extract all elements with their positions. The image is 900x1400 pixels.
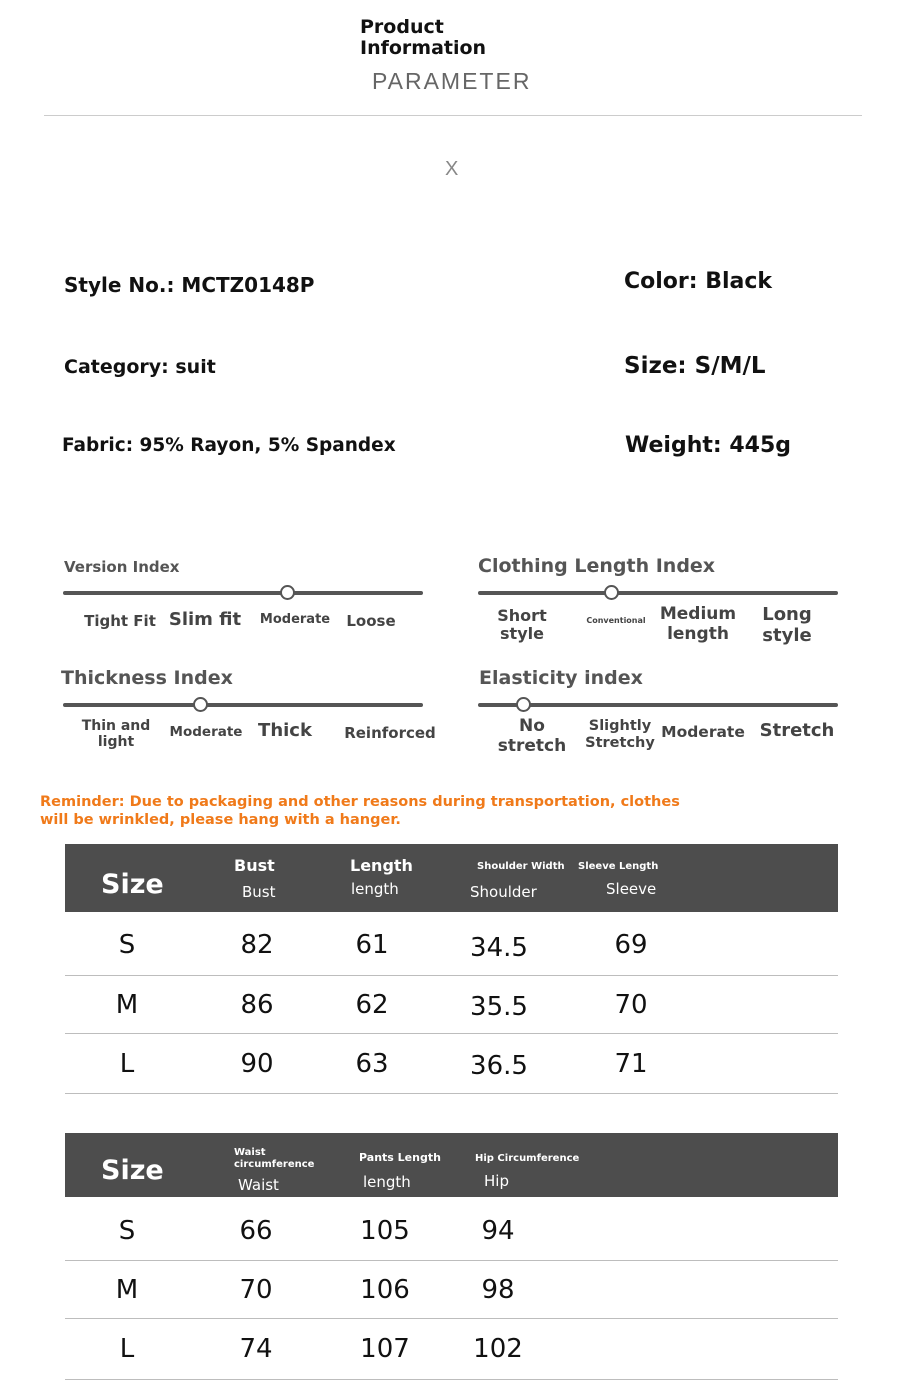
- length-option: Conventional: [586, 616, 646, 625]
- thickness-index-knob[interactable]: [193, 697, 208, 712]
- top-table-cell: 70: [614, 990, 648, 1020]
- top-table-cell: 86: [240, 990, 274, 1020]
- table-row-divider: [65, 1033, 838, 1034]
- top-table-cell: 63: [355, 1049, 389, 1079]
- top-table-size-label: Size: [101, 869, 164, 900]
- length-option: Long style: [762, 604, 812, 646]
- version-option: Slim fit: [168, 609, 242, 630]
- bottom-table-cell: 66: [239, 1216, 273, 1246]
- header-divider: [44, 115, 862, 116]
- bottom-table-cell: 105: [360, 1216, 410, 1246]
- color: Color: Black: [624, 269, 773, 294]
- bottom-table-header-sub: length: [363, 1173, 411, 1191]
- top-table-header-main: Length: [350, 856, 413, 875]
- thickness-index-title: Thickness Index: [61, 667, 233, 689]
- size: Size: S/M/L: [624, 353, 766, 379]
- close-icon[interactable]: X: [445, 158, 459, 180]
- top-table-cell: 69: [614, 930, 648, 960]
- bottom-table-cell: 107: [360, 1334, 410, 1364]
- top-table-cell: 62: [355, 990, 389, 1020]
- category: Category: suit: [64, 356, 216, 378]
- top-table-header-main: Bust: [234, 856, 275, 875]
- top-table-cell: 34.5: [470, 933, 528, 963]
- page-subtitle: PARAMETER: [372, 68, 532, 94]
- top-table-header-main: Sleeve Length: [578, 861, 659, 872]
- bottom-table-header: [65, 1133, 838, 1197]
- top-table-cell: L: [119, 1049, 135, 1079]
- top-table-cell: 90: [240, 1049, 274, 1079]
- bottom-table-cell: 102: [473, 1334, 523, 1364]
- top-table-header-sub: length: [351, 880, 399, 898]
- bottom-table-cell: S: [118, 1216, 136, 1246]
- length-index-title: Clothing Length Index: [478, 555, 716, 577]
- elasticity-index-title: Elasticity index: [479, 667, 643, 689]
- length-option: Medium length: [659, 604, 737, 644]
- thickness-option: Thick: [258, 720, 312, 741]
- table-row-divider: [65, 1379, 838, 1380]
- bottom-table-cell: L: [119, 1334, 135, 1364]
- top-table-cell: 61: [355, 930, 389, 960]
- thickness-index-track: [63, 703, 423, 707]
- thickness-option: Moderate: [169, 724, 243, 740]
- table-row-divider: [65, 975, 838, 976]
- bottom-table-header-main: Hip Circumference: [475, 1153, 580, 1164]
- page-title: Product Information: [360, 16, 487, 59]
- top-table-header-sub: Shoulder: [470, 883, 537, 901]
- elasticity-option: Moderate: [661, 723, 745, 741]
- top-table-header-sub: Bust: [242, 883, 276, 901]
- table-row-divider: [65, 1093, 838, 1094]
- elasticity-option: Stretch: [759, 720, 835, 741]
- bottom-table-header-sub: Waist: [238, 1176, 279, 1194]
- bottom-table-cell: 98: [481, 1275, 515, 1305]
- thickness-option: Thin and light: [81, 718, 151, 751]
- style-number: Style No.: MCTZ0148P: [64, 273, 315, 297]
- elasticity-option: No stretch: [497, 716, 567, 756]
- bottom-table-cell: 74: [239, 1334, 273, 1364]
- version-option: Loose: [346, 612, 396, 630]
- table-row-divider: [65, 1260, 838, 1261]
- bottom-table-cell: 106: [360, 1275, 410, 1305]
- length-index-knob[interactable]: [604, 585, 619, 600]
- top-table-cell: M: [115, 990, 139, 1020]
- top-table-cell: 36.5: [470, 1051, 528, 1081]
- weight: Weight: 445g: [625, 433, 791, 458]
- top-table-cell: S: [118, 930, 136, 960]
- version-index-track: [63, 591, 423, 595]
- bottom-table-header-main: Pants Length: [359, 1151, 441, 1164]
- elasticity-option: Slightly Stretchy: [585, 718, 655, 751]
- top-table-cell: 71: [614, 1049, 648, 1079]
- bottom-table-header-sub: Hip: [484, 1172, 509, 1190]
- elasticity-index-knob[interactable]: [516, 697, 531, 712]
- length-index-track: [478, 591, 838, 595]
- version-option: Tight Fit: [84, 612, 156, 630]
- bottom-table-cell: 70: [239, 1275, 273, 1305]
- top-table-cell: 35.5: [470, 992, 528, 1022]
- length-option: Short style: [497, 606, 547, 644]
- version-option: Moderate: [259, 612, 331, 627]
- top-table-cell: 82: [240, 930, 274, 960]
- bottom-table-cell: 94: [481, 1216, 515, 1246]
- version-index-title: Version Index: [64, 558, 180, 576]
- table-row-divider: [65, 1318, 838, 1319]
- reminder-note: Reminder: Due to packaging and other reasons during transportation, clothes will be wrinkled, please hang with a hanger.: [40, 794, 680, 828]
- bottom-table-size-label: Size: [101, 1155, 164, 1186]
- elasticity-index-track: [478, 703, 838, 707]
- bottom-table-cell: M: [115, 1275, 139, 1305]
- fabric: Fabric: 95% Rayon, 5% Spandex: [62, 435, 396, 456]
- top-table-header: [65, 844, 838, 912]
- top-table-header-sub: Sleeve: [606, 880, 657, 898]
- top-table-header-main: Shoulder Width: [477, 861, 565, 872]
- version-index-knob[interactable]: [280, 585, 295, 600]
- bottom-table-header-main: Waist circumference: [234, 1147, 315, 1170]
- thickness-option: Reinforced: [344, 724, 436, 742]
